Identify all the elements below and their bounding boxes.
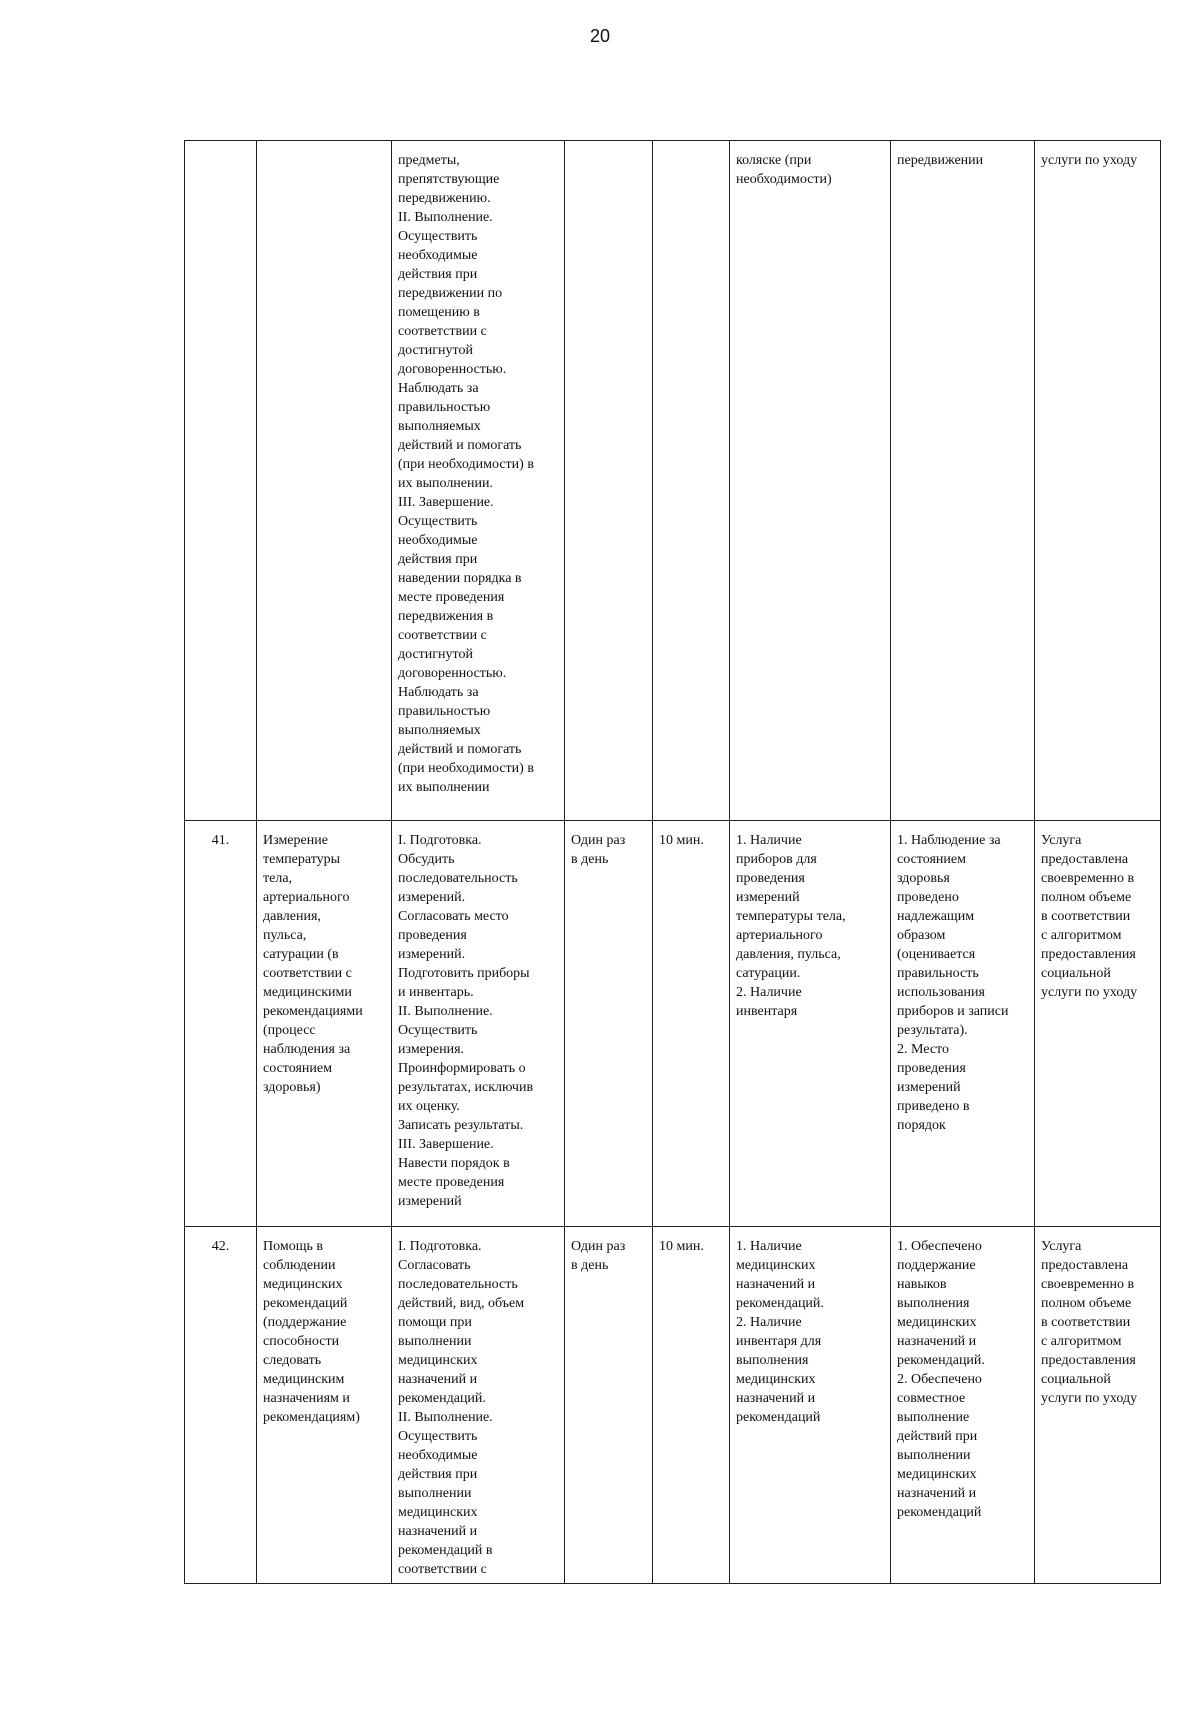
service-conditions: коляске (при необходимости) xyxy=(730,141,891,821)
service-quality-indicators: передвижении xyxy=(891,141,1035,821)
service-procedure: предметы, препятствующие передвижению. II. Выполнение. Осуществить необходимые действия при передвижении по помещению в соответствии с достигнутой договоренностью. Наблюдать за правильностью выполняемых действий и помогать (при необходимости) в их выполнении. III. Завершение. Осуществить необходимые действия при наведении порядка в месте проведения передвижения в соответствии с достигнутой договоренностью. Наблюдать за правильностью выполняемых действий и помогать (при необходимости) в их выполнении xyxy=(392,141,565,821)
table-row-41 xyxy=(185,821,1161,1227)
service-frequency: Один раз в день xyxy=(565,1227,653,1584)
service-conditions: 1. Наличие медицинских назначений и рекомендаций. 2. Наличие инвентаря для выполнения медицинских назначений и рекомендаций xyxy=(730,1227,891,1584)
page-number: 20 xyxy=(589,26,611,46)
services-table xyxy=(184,140,1161,1584)
service-result-evaluation: Услуга предоставлена своевременно в полном объеме в соответствии с алгоритмом предоставления социальной услуги по уходу xyxy=(1035,1227,1161,1584)
service-result-evaluation: услуги по уходу xyxy=(1035,141,1161,821)
service-frequency xyxy=(565,141,653,821)
service-quality-indicators: 1. Обеспечено поддержание навыков выполнения медицинских назначений и рекомендаций. 2. Обеспечено совместное выполнение действий при выполнении медицинских назначений и рекомендаций xyxy=(891,1227,1035,1584)
service-result-evaluation: Услуга предоставлена своевременно в полном объеме в соответствии с алгоритмом предоставления социальной услуги по уходу xyxy=(1035,821,1161,1227)
row-number xyxy=(185,141,257,821)
table-row-continuation xyxy=(185,141,1161,821)
service-name xyxy=(257,141,392,821)
service-procedure: I. Подготовка. Согласовать последовательность действий, вид, объем помощи при выполнении медицинских назначений и рекомендаций. II. Выполнение. Осуществить необходимые действия при выполнении медицинских назначений и рекомендаций в соответствии с xyxy=(392,1227,565,1584)
service-conditions: 1. Наличие приборов для проведения измерений температуры тела, артериального давления, пульса, сатурации. 2. Наличие инвентаря xyxy=(730,821,891,1227)
service-duration: 10 мин. xyxy=(653,821,730,1227)
service-name: Измерение температуры тела, артериального давления, пульса, сатурации (в соответствии с медицинскими рекомендациями (процесс наблюдения за состоянием здоровья) xyxy=(257,821,392,1227)
service-frequency: Один раз в день xyxy=(565,821,653,1227)
service-name: Помощь в соблюдении медицинских рекомендаций (поддержание способности следовать медицинским назначениям и рекомендациям) xyxy=(257,1227,392,1584)
service-duration xyxy=(653,141,730,821)
row-number: 41. xyxy=(185,821,257,1227)
table-row-42 xyxy=(185,1227,1161,1584)
service-quality-indicators: 1. Наблюдение за состоянием здоровья проведено надлежащим образом (оценивается правильность использования приборов и записи результата). 2. Место проведения измерений приведено в порядок xyxy=(891,821,1035,1227)
row-number: 42. xyxy=(185,1227,257,1584)
service-duration: 10 мин. xyxy=(653,1227,730,1584)
service-procedure: I. Подготовка. Обсудить последовательность измерений. Согласовать место проведения измерений. Подготовить приборы и инвентарь. II. Выполнение. Осуществить измерения. Проинформировать о результатах, исключив их оценку. Записать результаты. III. Завершение. Навести порядок в месте проведения измерений xyxy=(392,821,565,1227)
